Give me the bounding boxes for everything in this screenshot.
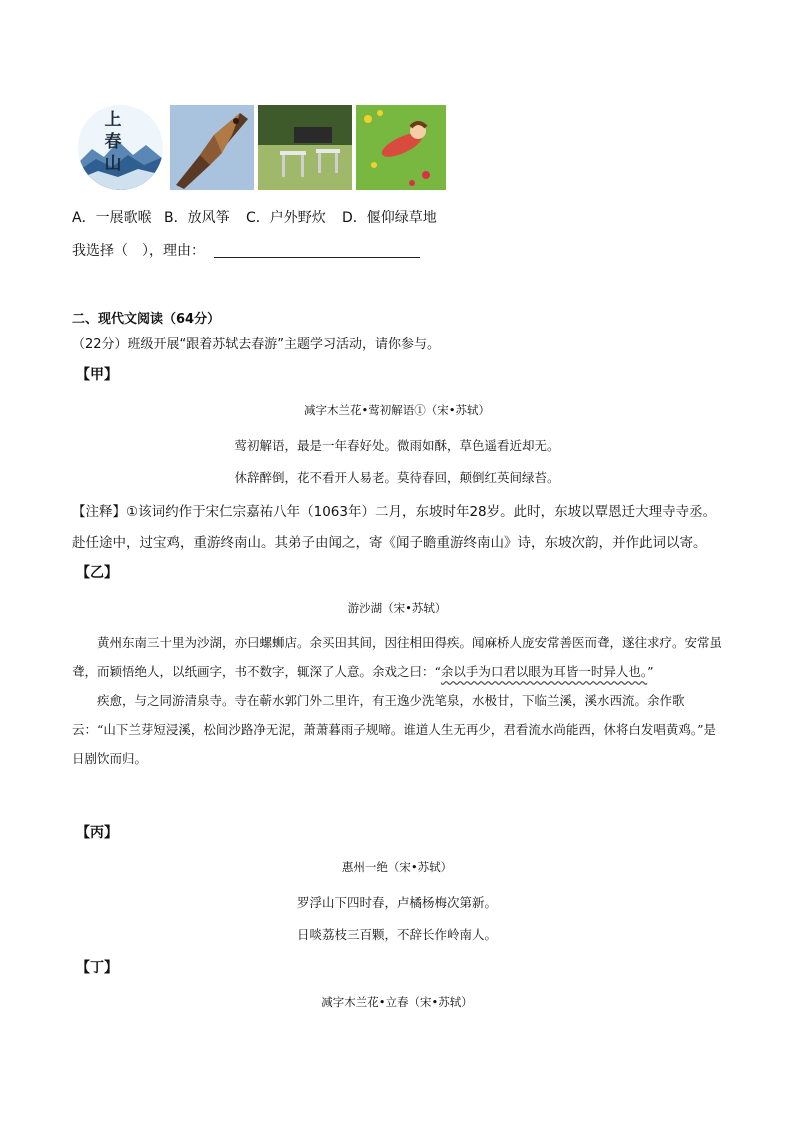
- mountain-poster-image: [78, 105, 163, 190]
- tag-ding: 【丁】: [76, 960, 118, 976]
- jia-line-1: 莺初解语，最是一年春好处。微雨如酥，草色遥看近却无。: [234, 438, 560, 453]
- kite-image: [170, 105, 254, 190]
- yi-paragraph-1-text: 黄州东南三十里为沙湖，亦曰螺蛳店。余买田其间，因往相田得疾。闻麻桥人庞安常善医而聋，遂往求疗。安常虽聋，而颖悟绝人，以纸画字，书不数字，辄深了人意。余戏之曰：“: [72, 635, 723, 679]
- option-b: B．放风筝: [164, 210, 230, 226]
- tag-jia: 【甲】: [76, 367, 118, 383]
- bing-line-1: 罗浮山下四时春，卢橘杨梅次第新。: [296, 895, 497, 910]
- jia-line-2: 休辞醉倒，花不看开人易老。莫待春回，颠倒红英间绿苔。: [234, 470, 560, 485]
- bing-title: 惠州一绝（宋•苏轼）: [341, 860, 453, 874]
- mountain-poster-caption: 上春山: [104, 110, 122, 174]
- yi-title: 游沙湖（宋•苏轼）: [347, 601, 447, 615]
- jia-note-1: 【注释】①该词约作于宋仁宗嘉祐八年（1063年）二月，东坡时年28岁。此时，东坡以覃恩迁大理寺寺丞。: [72, 504, 717, 520]
- option-d: D．偃仰绿草地: [342, 210, 437, 226]
- ding-title: 减字木兰花•立春（宋•苏轼）: [321, 995, 473, 1009]
- bing-line-2: 日啖荔枝三百颗，不辞长作岭南人。: [296, 927, 497, 942]
- yi-paragraph-1-end: ”: [647, 664, 654, 679]
- question-intro: （22分）班级开展“跟着苏轼去春游”主题学习活动，请你参与。: [72, 337, 441, 352]
- option-a: A．一展歌喉: [72, 210, 152, 226]
- picnic-illustration: [258, 105, 352, 190]
- picnic-image: [258, 105, 352, 190]
- section-title: 二、现代文阅读（64分）: [72, 312, 221, 327]
- yi-body: [72, 628, 722, 773]
- yi-paragraph-2: 疾愈，与之同游清泉寺。寺在蕲水郭门外二里许，有王逸少洗笔泉，水极甘，下临兰溪，溪水西流。余作歌云：“山下兰芽短浸溪，松间沙路净无泥，萧萧暮雨子规啼。谁道人生无再少，君看流水尚能西，休将白发唱黄鸡。”是日剧饮而归。: [72, 693, 717, 766]
- kite-illustration: [170, 105, 254, 190]
- yi-paragraph-1: [72, 628, 722, 686]
- yi-underlined-sentence: 余以手为口君以眼为耳皆一时异人也。: [440, 664, 648, 679]
- jia-note-2: 赴任途中，过宝鸡，重游终南山。其弟子由闻之，寄《闻子瞻重游终南山》诗，东坡次韵，并作此词以寄。: [72, 535, 707, 551]
- answer-blank-line[interactable]: [214, 257, 420, 258]
- tag-yi: 【乙】: [76, 565, 118, 581]
- lying-on-grass-image: [356, 105, 446, 190]
- option-c: C．户外野炊: [246, 210, 326, 226]
- jia-title: 减字木兰花•莺初解语①（宋•苏轼）: [303, 403, 491, 417]
- lying-on-grass-illustration: [356, 105, 446, 190]
- choose-reason-prompt: 我选择（ ），理由：: [72, 243, 205, 259]
- tag-bing: 【丙】: [76, 825, 118, 841]
